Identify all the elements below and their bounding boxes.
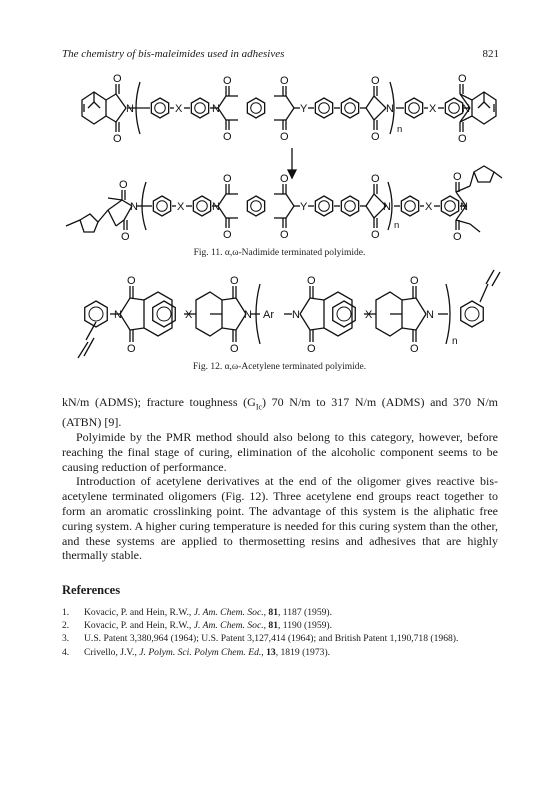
linker-label: X [177,201,185,213]
paragraph [62,395,498,430]
repeat-subscript: n [397,124,403,135]
atom-label: O [307,343,316,355]
atom-label: O [223,173,232,185]
figure-11-caption: Fig. 11. α,ω-Nadimide terminated polyimide. [193,248,366,258]
atom-label: N [244,309,252,321]
paragraph-text: kN/m (ADMS); fracture toughness (G [62,395,256,409]
aryl-label: Ar [263,309,274,321]
atom-label: O [127,343,136,355]
atom-label: N [212,103,220,115]
atom-label: O [113,73,122,85]
figure-12-caption: Fig. 12. α,ω-Acetylene terminated polyimide. [192,362,367,372]
references-heading: References [62,583,121,597]
atom-label: O [371,75,380,87]
reference-number: 2. [62,620,70,632]
atom-label: O [280,131,289,143]
atom-label: N [130,201,138,213]
linker-label: Y [300,201,308,213]
linker-label: X [425,201,433,213]
atom-label: N [386,103,394,115]
reference-text: , [263,607,269,618]
linker-label: X [365,309,373,321]
atom-label: O [280,229,289,241]
atom-label: O [223,75,232,87]
reference-text: U.S. Patent 3,380,964 (1964); U.S. Patent 3,127,414 (1964); and British Patent 1,190,718 (1968). [84,633,459,645]
atom-label: O [458,73,467,85]
reference-number: 3. [62,633,70,645]
figure-12-scheme [60,270,500,360]
reference-text: , 1187 (1959). [278,607,333,618]
atom-label: O [371,229,380,241]
page-number: 821 [482,48,499,60]
figure-11-scheme [60,72,500,248]
running-title: The chemistry of bis-maleimides used in adhesives [62,48,285,60]
atom-label: O [371,173,380,185]
repeat-subscript: n [452,336,458,347]
atom-label: N [462,103,470,115]
atom-label: O [453,231,462,243]
atom-label: O [223,229,232,241]
atom-label: O [223,131,232,143]
reference-volume: 81 [268,620,278,632]
reference-item [62,632,498,645]
reference-journal: J. Am. Chem. Soc. [193,620,264,632]
reference-journal: J. Am. Chem. Soc. [193,607,264,618]
reference-volume: 81 [268,607,278,618]
reference-volume: 13 [266,646,276,658]
atom-label: N [292,309,300,321]
reference-journal: J. Polym. Sci. Polym Chem. Ed. [139,646,262,658]
atom-label: O [458,133,467,145]
linker-label: X [185,309,193,321]
atom-label: O [230,275,239,287]
atom-label: O [127,275,136,287]
repeat-subscript: n [394,220,400,231]
reference-text: , 1190 (1959). [278,620,333,632]
atom-label: O [230,343,239,355]
linker-label: Y [300,103,308,115]
atom-label: O [113,133,122,145]
paragraph: Introduction of acetylene derivatives at the end of the oligomer gives reactive bis-acetylene terminated oligomers (Fig. 12). Three acetylene end groups react together to form an aromatic crosslinking point. The advantage of this system is the aliphatic free curing system. A higher curing temperature is needed for this curing system than the other, and these systems are applied to thermosetting resins and adhesives that are highly thermally stable. [62,474,498,563]
atom-label: N [426,309,434,321]
body-text [62,395,498,563]
references-list [62,606,498,659]
reference-text: Kovacic, P. and Hein, R.W., [84,607,194,618]
atom-label: N [212,201,220,213]
paragraph: Polyimide by the PMR method should also belong to this category, however, before reaching the final stage of curing, elimination of the alcoholic component seems to be causing reduction of performance. [62,429,498,474]
reference-number: 4. [62,646,70,658]
atom-label: O [307,275,316,287]
reference-item [62,606,498,619]
subscript: Ic [255,402,263,412]
reference-text: , 1819 (1973). [275,646,331,658]
atom-label: O [121,231,130,243]
atom-label: O [280,173,289,185]
reference-text: , [261,646,267,658]
atom-label: N [126,103,134,115]
atom-label: N [383,201,391,213]
reference-text: Kovacic, P. and Hein, R.W., [84,620,194,632]
atom-label: O [410,343,419,355]
atom-label: O [371,131,380,143]
running-header [62,48,499,64]
linker-label: X [429,103,437,115]
atom-label: O [119,179,128,191]
atom-label: N [460,201,468,213]
reference-item [62,646,498,659]
atom-label: N [114,309,122,321]
atom-label: O [410,275,419,287]
atom-label: O [453,171,462,183]
reference-text: Crivello, J.V., [84,646,140,658]
reference-number: 1. [62,607,70,618]
reference-text: , [263,620,269,632]
atom-label: O [280,75,289,87]
reference-item [62,619,498,632]
paragraph-text: ) 70 N/m to 317 N/m (ADMS) and 370 N/m (ATBN) [9]. [62,395,498,430]
linker-label: X [175,103,183,115]
